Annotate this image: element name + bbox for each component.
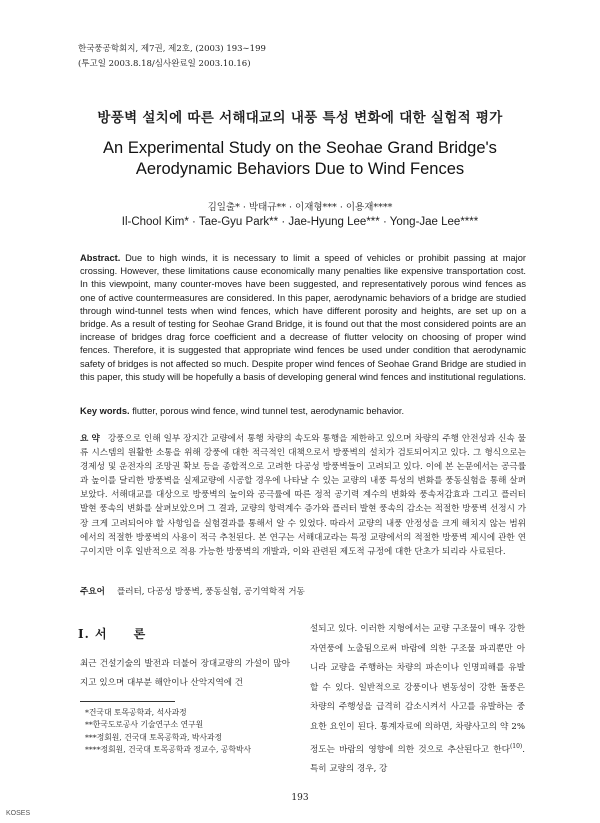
right-column-text: 설되고 있다. 이러한 지형에서는 교량 구조물이 매우 강한 자연풍에 노출됨으로써 바람에 의한 구조물 파괴뿐만 아니라 교량을 주행하는 차량의 파손이나 인명피해를 유발할 수 있다. 일반적으로 강풍이나 변동성이 강한 돌풍은 차량의 주행성을 급격히 감소시켜서 사고를 유발하는 중요한 요인이 된다. 통계자료에 의하면, 차량사고의 약 2%정도는 바람의 영향에 의한 것으로 추산된다고 한다 — [310, 624, 525, 755]
keywords — [80, 406, 526, 416]
authors-english: Il-Chool Kim* · Tae-Gyu Park** · Jae-Hyung Lee*** · Yong-Jae Lee**** — [121, 216, 479, 228]
journal-citation: 한국풍공학회지, 제7권, 제2호, (2003) 193∼199 — [78, 44, 266, 54]
korean-summary-label: 요 약 — [80, 434, 100, 444]
author-footnotes — [85, 707, 251, 756]
footnote-1: *건국대 토목공학과, 석사과정 — [85, 708, 187, 717]
page-number: 193 — [291, 793, 309, 803]
korean-summary — [80, 432, 526, 559]
journal-header — [78, 42, 266, 72]
abstract — [80, 252, 526, 384]
footnote-2: **한국도로공사 기술연구소 연구원 — [85, 720, 204, 730]
section-heading-introduction — [78, 625, 146, 642]
journal-dates: (투고일 2003.8.18/심사완료일 2003.10.16) — [78, 59, 251, 69]
korean-keywords — [80, 585, 526, 597]
footnote-3: ***정회원, 건국대 토목공학과, 박사과정 — [85, 732, 223, 742]
corner-watermark: KOSES — [6, 810, 31, 817]
keywords-text: flutter, porous wind fence, wind tunnel test, aerodynamic behavior. — [132, 406, 405, 416]
footnote-4: ****정회원, 건국대 토목공학과 정교수, 공학박사 — [85, 744, 252, 754]
footnote-rule — [80, 701, 175, 702]
keywords-label: Key words. — [80, 406, 130, 416]
paper-title-english-line1: An Experimental Study on the Seohae Grand Bridge's — [103, 139, 497, 157]
korean-keywords-label: 주요어 — [80, 587, 105, 597]
paper-title-english — [0, 138, 600, 180]
paper-title-korean: 방풍벽 설치에 따른 서해대교의 내풍 특성 변화에 대한 실험적 평가 — [97, 110, 503, 126]
abstract-text: Due to high winds, it is necessary to limit a speed of vehicles or prohibit passing at major crossing. However, these limitations cause economically many penalties like expensive transportation cost. In this viewpoint, many counter-moves have been suggested, and representatively porous wind fences as one of active countermeasures are considered. In this paper, aerodynamic behaviors of a bridge are studied through wind-tunnel tests when wind fences, which have different porosity and heights, are set up on a bridge. As a result of testing for Seohae Grand Bridge, it is found out that the most considered points are an increase of bridges drag force coefficient and a decrease of flutter velocity on choosing of proper wind fences. Therefore, it is suggested that appropriate wind fences be used under condition that aerodynamic safety of bridges is not affected so much. Despite proper wind fences of Seohae Grand Bridge are studied in this paper, this study will be hopefully a basis of developing general wind fences and institutional regulations. — [80, 253, 527, 382]
authors-korean: 김일출* · 박태규** · 이재형*** · 이용재**** — [207, 202, 393, 213]
body-left-column: 최근 건설기술의 발전과 더불어 장대교량의 가설이 많아지고 있으며 대부분 해안이나 산악지역에 건 — [80, 659, 290, 688]
korean-keywords-text: 플러터, 다공성 방풍벽, 풍동실험, 공기역학적 거동 — [116, 587, 305, 597]
paper-title-english-line2: Aerodynamic Behaviors Due to Wind Fences — [135, 160, 465, 178]
abstract-label: Abstract. — [80, 253, 121, 263]
section-title: 론 — [133, 627, 147, 641]
citation-reference: (10) — [509, 743, 523, 750]
right-column-tail: . 특히 교량의 경우, 강 — [310, 744, 525, 775]
korean-summary-text: 강풍으로 인해 일부 장지간 교량에서 통행 차량의 속도와 통행을 제한하고 있으며 차량의 주행 안전성과 신속 물류 시스템의 원활한 소통을 위해 강풍에 대한 적극적인 대책으로서 방풍벽의 설치가 검토되어지고 있다. 그 형식으로는 경제성 및 운전자의 조망권 확보 등을 종합적으로 고려한 다공성 방풍벽들이 고려되고 있다. 이에 본 논문에서는 공극률과 높이를 달리한 방풍벽을 실제교량에 시공할 경우에 나타날 수 있는 교량의 내풍 특성의 변화를 풍동실험을 통해 살펴보았다. 서해대교를 대상으로 방풍벽의 높이와 공극률에 따른 정적 공기력 계수의 변화와 풍속저감효과 그리고 플러터 발현 풍속의 변화를 살펴보았으며 그 결과, 교량의 항력계수 증가와 플러터 발현 풍속의 감소는 적절한 방풍벽 선정시 가장 크게 고려되어야 할 사항임을 실험결과를 통해서 알 수 있었다. 따라서 교량의 내풍 안정성을 크게 해치지 않는 범위에서의 적절한 방풍벽의 사용이 적극 추천된다. 본 연구는 서해대교라는 특정 교량에서의 적절한 방풍벽 제시에 관한 연구이지만 이후 일반적으로 적용 가능한 방풍벽의 개발과, 이와 관련된 제도적 규정에 대한 단초가 되리라 사료된다. — [80, 434, 526, 557]
section-number: I. 서 — [78, 627, 108, 641]
body-right-column — [310, 620, 525, 780]
